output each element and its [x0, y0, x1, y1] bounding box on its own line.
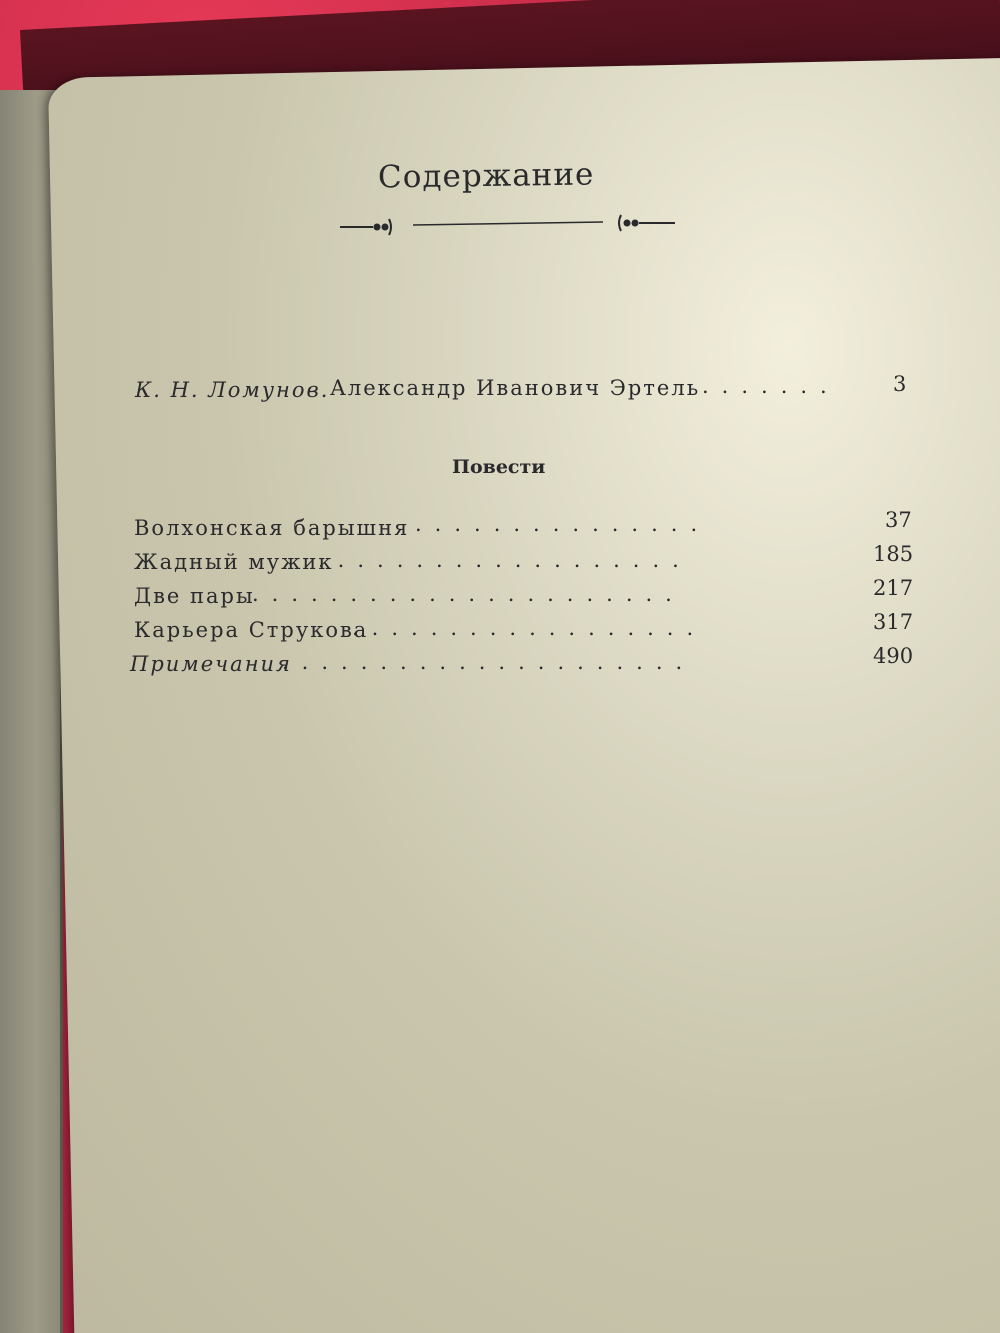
dot-leader: .....................	[282, 650, 696, 674]
dot-leader: .......	[702, 374, 840, 398]
toc-intro-title: Александр Иванович Эртель	[330, 376, 701, 400]
toc-intro-page: 3	[893, 372, 907, 396]
toc-entry-title: Примечания	[130, 652, 292, 676]
toc-entry-title: Волхонская барышня	[134, 516, 410, 540]
toc-entry-page: 490	[873, 644, 914, 668]
toc-entry-title: Карьера Струкова	[134, 618, 369, 642]
dot-leader: ...............	[415, 512, 711, 536]
page-title: Содержание	[377, 156, 595, 196]
toc-entry-title: Жадный мужик	[134, 550, 334, 574]
toc-entry-title: Две пары	[134, 584, 255, 608]
toc-entry-page: 317	[873, 610, 914, 634]
dot-leader: ...................	[318, 548, 692, 572]
toc-entry-page: 217	[873, 576, 914, 600]
toc-intro-author: К. Н. Ломунов.	[135, 378, 330, 402]
toc-entry-page: 37	[885, 508, 912, 532]
section-heading: Повести	[452, 456, 546, 478]
dot-leader: ..................	[352, 616, 707, 640]
ornament-divider	[335, 205, 680, 241]
toc-entry-page: 185	[873, 542, 914, 566]
dot-leader: ......................	[252, 582, 685, 606]
